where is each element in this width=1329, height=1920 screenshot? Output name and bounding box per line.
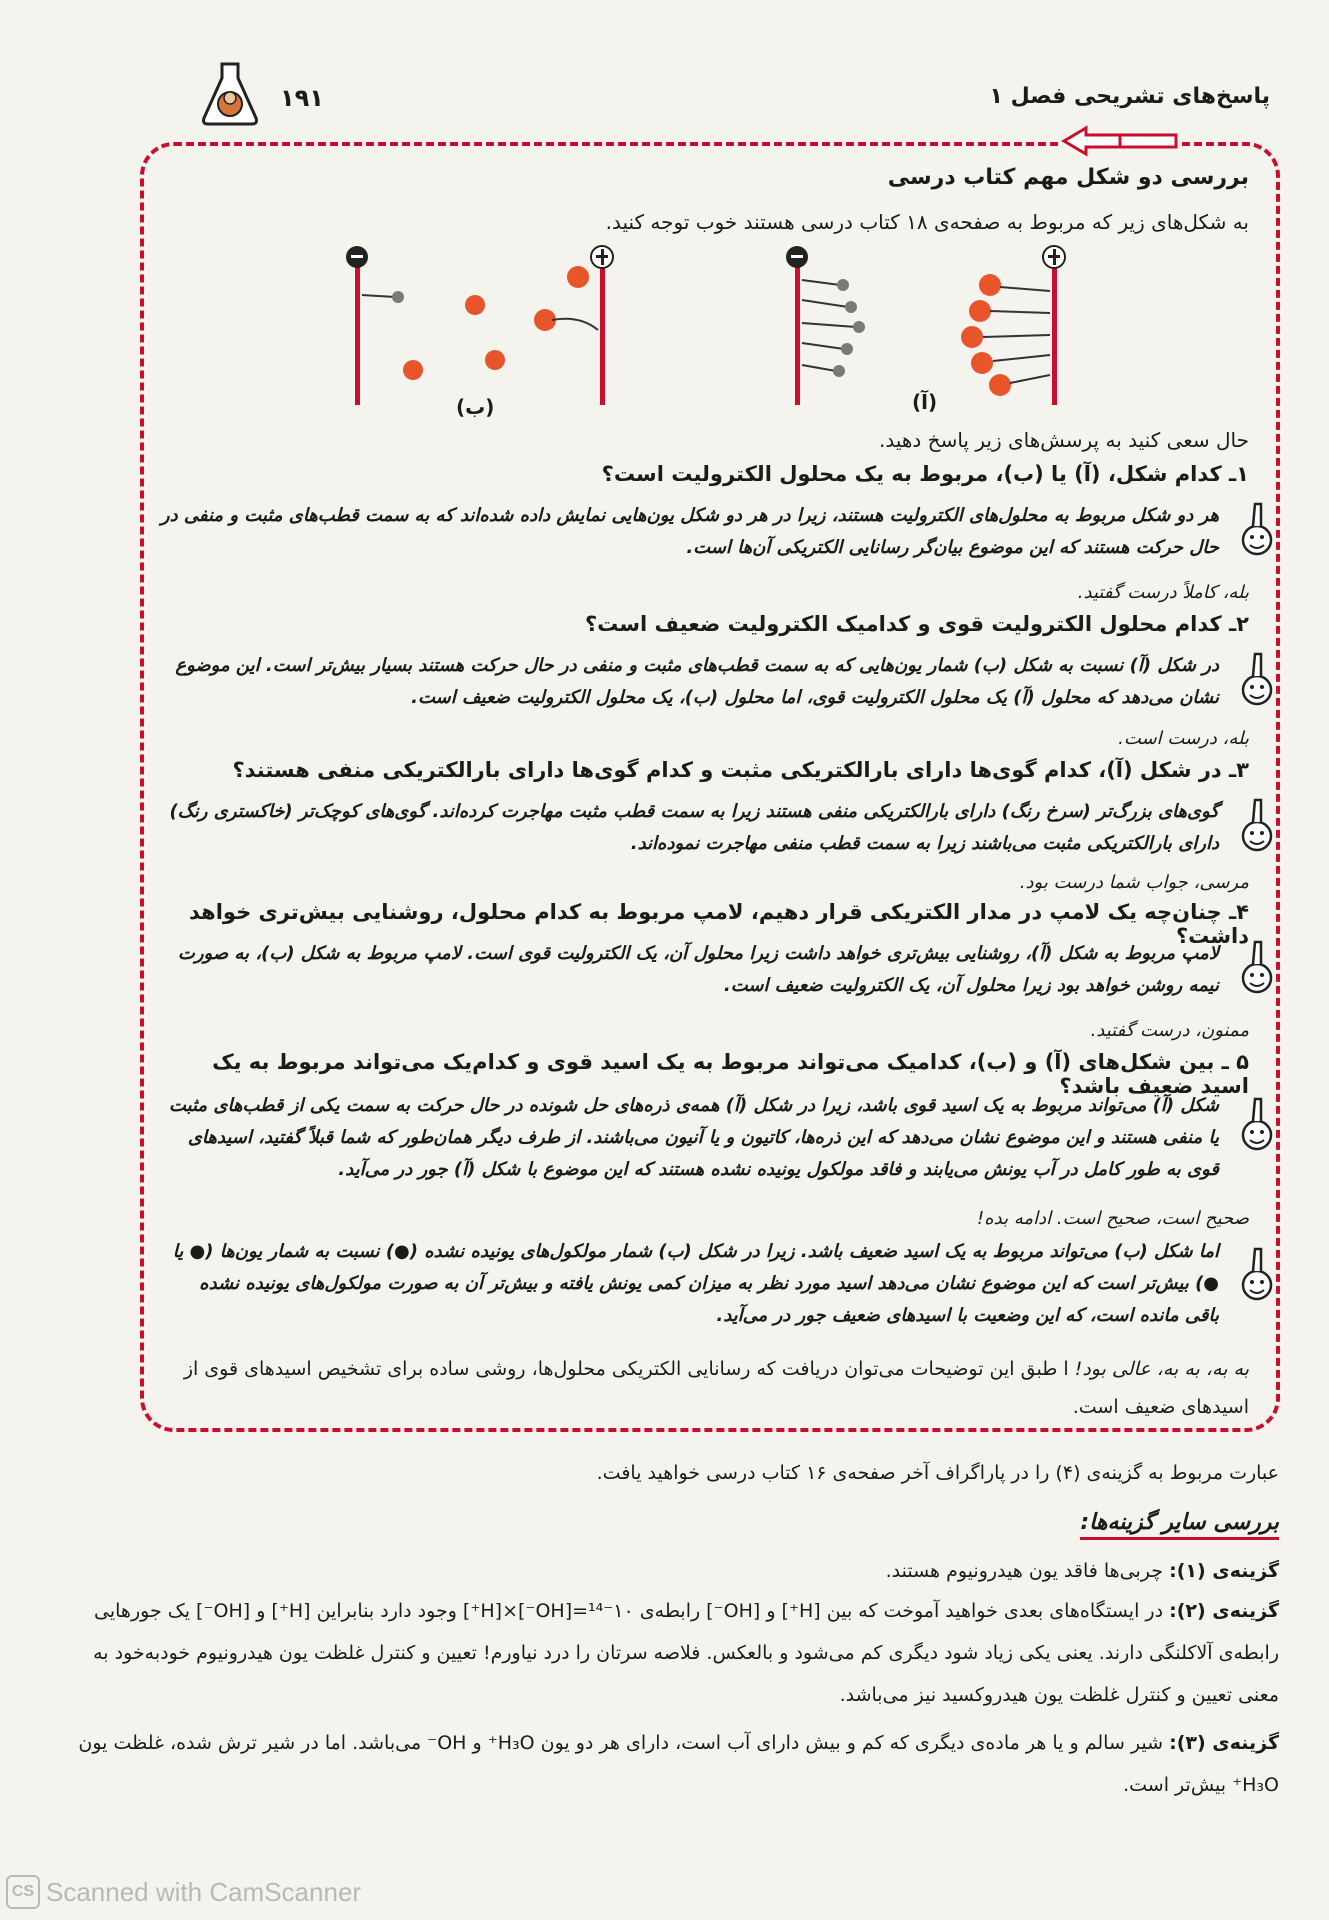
question-4: ۴ـ چنان‌چه یک لامپ در مدار الکتریکی قرار دهیم، لامپ مربوط به کدام محلول، روشنایی بیش‌تری خواهد داشت؟ [189, 900, 1249, 948]
reply-1: بله، کاملاً درست گفتید. [1077, 582, 1249, 603]
option-text: چربی‌ها فاقد یون هیدرونیوم هستند. [885, 1560, 1164, 1582]
box-intro: به شکل‌های زیر که مربوط به صفحه‌ی ۱۸ کتاب درسی هستند خوب توجه کنید. [605, 210, 1249, 234]
question-5: ۵ ـ بین شکل‌های (آ) و (ب)، کدامیک می‌تواند مربوط به یک اسید قوی و کدام‌یک می‌تواند مربوط به یک اسید ضعیف باشد؟ [212, 1050, 1249, 1098]
figure-b-diagram [346, 246, 613, 405]
option-label: گزینه‌ی (۳): [1169, 1732, 1279, 1754]
answer-3: گوی‌های بزرگ‌تر (سرخ رنگ) دارای بارالکتریکی منفی هستند زیرا به سمت قطب مثبت مهاجرت کرده‌اند. گوی‌های کوچک‌تر (خاکستری رنگ) دارای بارالکتریکی مثبت می‌باشند زیرا به سمت قطب منفی مهاجرت نموده‌اند. [169, 801, 1219, 854]
answer-5-continued: اما شکل (ب) می‌تواند مربوط به یک اسید ضعیف باشد. زیرا در شکل (ب) شمار مولکول‌های یونیده نشده (●) نسبت به شمار یون‌ها (● یا ●) بیش‌تر است که این موضوع نشان می‌دهد اسید مورد نظر به میزان کمی یونش یافته و بیش‌تر آن به صورت مولکول‌های یونیده نشده باقی مانده است، که این وضعیت با اسیدهای ضعیف جور در می‌آید. [172, 1241, 1219, 1326]
closing-text [169, 1350, 1249, 1426]
prompt-text: حال سعی کنید به پرسش‌های زیر پاسخ دهید. [878, 428, 1249, 452]
figure-a-label: (آ) [912, 390, 938, 414]
page-number: ۱۹۱ [280, 84, 324, 112]
camscanner-logo: CS [6, 1875, 40, 1909]
option-text: شیر سالم و یا هر ماده‌ی دیگری که کم و بیش دارای آب است، دارای هر دو یون H₃O⁺ و OH⁻ می‌باشد. اما در شیر ترش شده، غلظت یون H₃O⁺ بیش‌تر است. [78, 1732, 1279, 1796]
answer-1: هر دو شکل مربوط به محلول‌های الکترولیت هستند، زیرا در هر دو شکل یون‌هایی نمایش داده شده‌اند که به سمت قطب‌های مثبت و منفی در حال حرکت هستند که این موضوع بیان‌گر رسانایی الکتریکی آن‌ها است. [160, 505, 1219, 558]
student-icon [1235, 1245, 1279, 1311]
student-icon [1235, 1095, 1279, 1161]
reply-3: مرسی، جواب شما درست بود. [1019, 872, 1249, 893]
answer-4: لامپ مربوط به شکل (آ)، روشنایی بیش‌تری خواهد داشت زیرا محلول آن، یک الکترولیت قوی است. لامپ مربوط به شکل (ب)، به صورت نیمه روشن خواهد بود زیرا محلول آن، یک الکترولیت ضعیف است. [177, 943, 1219, 996]
closing-body: ا طبق این توضیحات می‌توان دریافت که رسانایی الکتریکی محلول‌ها، روشی ساده برای تشخیص اسیدهای قوی از اسیدهای ضعیف است. [183, 1358, 1249, 1418]
flask-icon [200, 60, 260, 126]
question-1: ۱ـ کدام شکل، (آ) یا (ب)، مربوط به یک محلول الکترولیت است؟ [601, 462, 1249, 486]
box-heading: بررسی دو شکل مهم کتاب درسی [887, 165, 1249, 190]
option-text: در ایستگاه‌های بعدی خواهید آموخت که بین [H⁺] و [OH⁻] رابطه‌ی ۱۰⁻¹⁴=[OH⁻]×[H⁺] وجود دارد بنابراین [H⁺] و [OH⁻] یک جورهایی رابطه‌ی آلاکلنگی دارند. یعنی یکی زیاد شود دیگری کم می‌شود و بالعکس. فلاصه سرتان را درد نیاورم! تعیین و کنترل غلظت یون هیدرونیوم خودبه‌خود به معنی تعیین و کنترل غلظت یون هیدروکسید نیز می‌باشد. [93, 1600, 1279, 1706]
question-3: ۳ـ در شکل (آ)، کدام گوی‌ها دارای بارالکتریکی مثبت و کدام گوی‌ها دارای بارالکتریکی منفی هستند؟ [232, 758, 1249, 782]
scanner-watermark [6, 1875, 361, 1909]
page-header [200, 70, 1270, 130]
figure-a-diagram [786, 246, 1065, 405]
closing-highlight: به به، به به، عالی بود! [1074, 1358, 1249, 1380]
option-1 [49, 1550, 1279, 1592]
answer-5: شکل (آ) می‌تواند مربوط به یک اسید قوی باشد، زیرا در شکل (آ) همه‌ی ذره‌های حل شونده در حال حرکت به سمت یکی از قطب‌های مثبت یا منفی هستند و این موضوع نشان می‌دهد که این ذره‌ها، کاتیون و یا آنیون می‌باشند. از طرف دیگر همان‌طور که شما قبلاً گفتید، اسیدهای قوی به طور کامل در آب یونش می‌یابند و فاقد مولکول یونیده نشده هستند که این موضوع با شکل (آ) جور در می‌آید. [168, 1095, 1219, 1180]
reply-2: بله، درست است. [1118, 728, 1249, 749]
reply-4: ممنون، درست گفتید. [1090, 1020, 1249, 1041]
watermark-text: Scanned with CamScanner [46, 1876, 362, 1907]
answer-2: در شکل (آ) نسبت به شکل (ب) شمار یون‌هایی که به سمت قطب‌های مثبت و منفی در حال حرکت هستند بسیار بیش‌تر است. این موضوع نشان می‌دهد که محلول (آ) یک محلول الکترولیت قوی، اما محلول (ب)، یک محلول الکترولیت ضعیف است. [175, 655, 1219, 708]
student-icon [1235, 500, 1279, 566]
option-label: گزینه‌ی (۱): [1169, 1560, 1279, 1582]
option-4-reference: عبارت مربوط به گزینه‌ی (۴) را در پاراگراف آخر صفحه‌ی ۱۶ کتاب درسی خواهید یافت. [596, 1462, 1279, 1484]
chapter-title: پاسخ‌های تشریحی فصل ۱ [989, 84, 1270, 109]
option-2 [49, 1590, 1279, 1716]
student-icon [1235, 938, 1279, 1004]
question-2: ۲ـ کدام محلول الکترولیت قوی و کدامیک الکترولیت ضعیف است؟ [584, 612, 1249, 636]
figure-b-label: (ب) [456, 395, 495, 419]
option-3 [49, 1722, 1279, 1806]
arrow-icon [1060, 124, 1180, 158]
reply-5: صحیح است، صحیح است. ادامه بده! [977, 1208, 1249, 1229]
student-icon [1235, 796, 1279, 862]
electrolyte-figures [300, 235, 1100, 425]
option-label: گزینه‌ی (۲): [1169, 1600, 1279, 1622]
student-icon [1235, 650, 1279, 716]
options-heading: بررسی سایر گزینه‌ها: [1080, 1510, 1279, 1540]
